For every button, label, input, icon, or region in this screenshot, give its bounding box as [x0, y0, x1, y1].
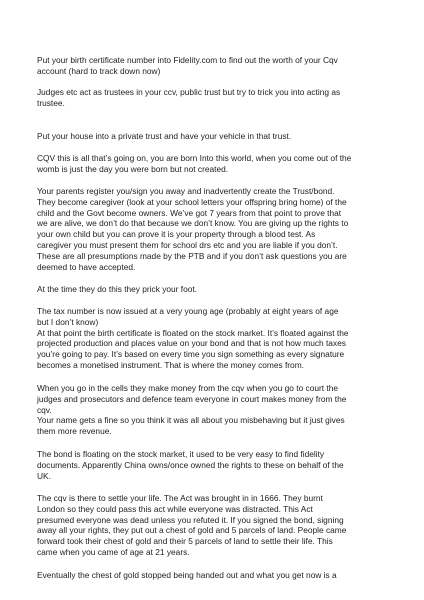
- paragraph-prick-foot: At the time they do this they prick your foot.: [37, 284, 197, 294]
- paragraph-private-trust: Put your house into a private trust and have your vehicle in that trust.: [37, 131, 292, 141]
- paragraph-parents-register: Your parents register you/sign you away and inadvertently create the Trust/bond. They become caregiver (look at your school letters your offspring bring home) of the child and the Govt become owners. We’ve got 7 years from that point to prove that we are alive, we don’t do that because we don’t know. You are giving up the rights to your own child but you can prove it is your property through a blood test. As caregiver you must present them for school drs etc and you are liable if you don’t. These are all presumptions made by the PTB and if you don’t ask questions you are deemed to have accepted.: [37, 186, 349, 272]
- paragraph-judges-trustees: Judges etc act as trustees in your ccv, public trust but try to trick you into acting as trustee.: [37, 87, 341, 108]
- paragraph-tax-number: The tax number is now issued at a very young age (probably at eight years of age but I don’t know) At that point the birth certificate is floated on the stock market. It’s floated against the projected production and places value on your bond and that is not how much taxes you’re going to pay. It’s based on every time you sign something as every signature becomes a monetised instrument. That is where the money comes from.: [37, 306, 349, 370]
- paragraph-cells-court: When you go in the cells they make money from the cqv when you go to court the judges and prosecutors and defence team everyone in court makes money from the cqv. Your name gets a fine so you think it was all about you misbehaving but it just gives them more revenue.: [37, 383, 347, 437]
- paragraph-chest-of-gold: Eventually the chest of gold stopped being handed out and what you get now is a: [37, 570, 337, 580]
- paragraph-cqv-settle-life: The cqv is there to settle your life. The Act was brought in in 1666. They burnt London so they could pass this act while everyone was distracted. This Act presumed everyone was dead unless you refuted it. If you signed the bond, signing away all your rights, they put out a chest of gold and 5 parcels of land. People came forward took their chest of gold and their 5 parcels of land to settle their life. This came when you came of age at 21 years.: [37, 493, 347, 557]
- paragraph-bond-stock-market: The bond is floating on the stock market, it used to be very easy to find fidelity documents. Apparently China owns/once owned the rights to these on behalf of the UK.: [37, 449, 344, 481]
- paragraph-birth-certificate: Put your birth certificate number into Fidelity.com to find out the worth of your Cqv account (hard to track down now): [37, 55, 338, 76]
- paragraph-cqv-born: CQV this is all that’s going on, you are born Into this world, when you come out of the womb is just the day you were born but not created.: [37, 153, 352, 174]
